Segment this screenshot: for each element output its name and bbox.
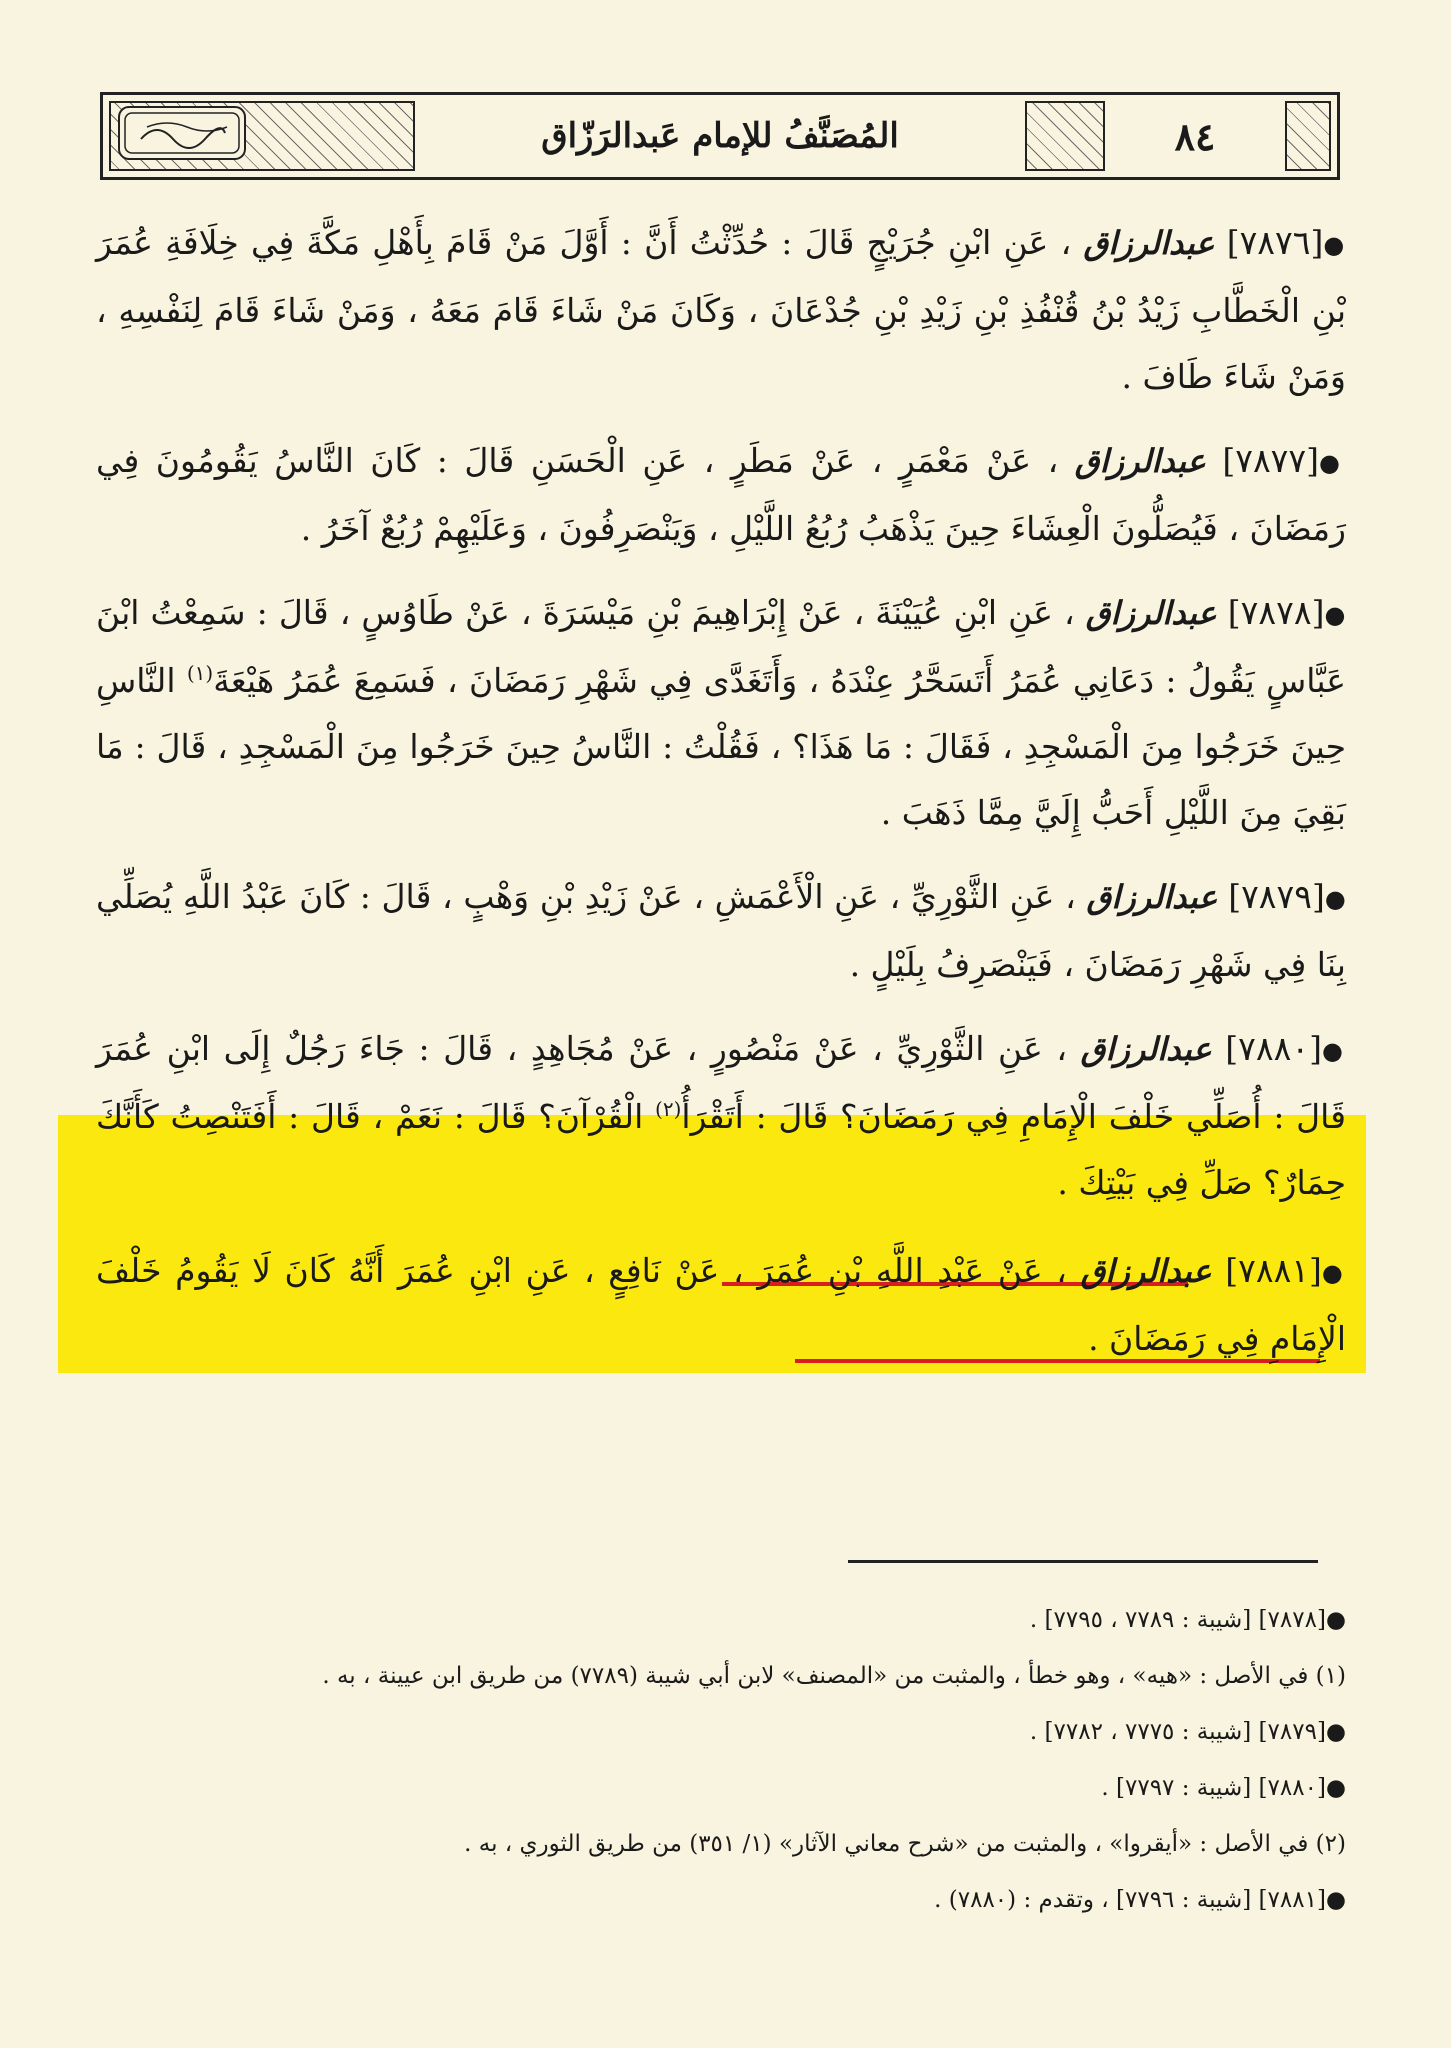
hadith-text-cont: النَّاسِ حِينَ خَرَجُوا مِنَ الْمَسْجِدِ ، فَقَالَ : مَا هَذَا؟ ، فَقُلْتُ : النَّاسُ حِينَ خَرَجُوا مِنَ الْمَسْجِدِ ، قَالَ : مَا بَقِيَ مِنَ اللَّيْلِ أَحَبُّ إِلَيَّ مِمَّا ذَهَبَ . [96,661,1346,832]
narrator-name: عبدالرزاق [1083,224,1215,262]
main-text [96,210,1346,1390]
hadith-text: ، عَنِ ابْنِ عُيَيْنَةَ ، عَنْ إِبْرَاهِيمَ بْنِ مَيْسَرَةَ ، عَنْ طَاوُسٍ ، قَالَ : سَمِعْتُ ابْنَ عَبَّاسٍ يَقُولُ : دَعَانِي عُمَرُ أَتَسَحَّرُ عِنْدَهُ ، وَأَتَغَدَّى فِي شَهْرِ رَمَضَانَ ، فَسَمِعَ عُمَرُ هَيْعَةَ [96,593,1346,700]
header-title-box [413,101,1027,171]
narrator-name: عبدالرزاق [1080,1252,1212,1290]
hadith-number: [٧٨٧٦] [1226,223,1324,262]
hadith-text-cont: الْقُرْآنَ؟ قَالَ : نَعَمْ ، قَالَ : أَفَتَنْصِتُ كَأَنَّكَ حِمَارٌ؟ صَلِّ فِي بَيْتِكَ . [96,1097,1346,1202]
footnotes [96,1592,1346,1928]
bullet-icon: ● [1321,1259,1346,1287]
page-number-box [1103,101,1287,171]
bullet-icon: ● [1319,449,1346,477]
hadith-text: ، عَنْ عَبْدِ اللَّهِ بْنِ عُمَرَ ، عَنْ نَافِعٍ ، عَنِ ابْنِ عُمَرَ أَنَّهُ كَانَ لَا يَقُومُ خَلْفَ الْإِمَامِ فِي رَمَضَانَ . [96,1251,1346,1358]
hadith-number: [٧٨٨١] [1225,1251,1322,1290]
page-number: ٨٤ [1174,113,1216,159]
bullet-icon: ● [1324,601,1346,629]
hadith-number: [٧٨٧٩] [1228,877,1325,916]
hadith-text: ، عَنِ الثَّوْرِيِّ ، عَنِ الْأَعْمَشِ ، عَنْ زَيْدِ بْنِ وَهْبٍ ، قَالَ : كَانَ عَبْدُ اللَّهِ يُصَلِّي بِنَا فِي شَهْرِ رَمَضَانَ ، فَيَنْصَرِفُ بِلَيْلٍ . [96,877,1346,984]
bullet-icon: ● [1321,1037,1346,1065]
hadith-7881 [96,1238,1346,1372]
bullet-icon: ● [1323,231,1346,259]
narrator-name: عبدالرزاق [1074,442,1206,480]
bullet-icon: ● [1324,885,1346,913]
footnote-separator [848,1560,1318,1563]
hadith-7878 [96,580,1346,846]
narrator-name: عبدالرزاق [1080,1030,1212,1068]
page-header [100,92,1340,180]
footnote-line: ●[٧٨٧٨] [شيبة : ٧٧٨٩ ، ٧٧٩٥] . [1029,1607,1346,1633]
title-seal-icon [117,105,247,161]
hadith-text: ، عَنِ الثَّوْرِيِّ ، عَنْ مَنْصُورٍ ، عَنْ مُجَاهِدٍ ، قَالَ : جَاءَ رَجُلٌ إِلَى ابْنِ عُمَرَ قَالَ : أُصَلِّي خَلْفَ الْإِمَامِ فِي رَمَضَانَ؟ قَالَ : أَتَقْرَأُ [96,1029,1346,1136]
hadith-7879 [96,864,1346,998]
narrator-name: عبدالرزاق [1085,594,1217,632]
hadith-text: ، عَنِ ابْنِ جُرَيْجٍ قَالَ : حُدِّثْتُ أَنَّ : أَوَّلَ مَنْ قَامَ بِأَهْلِ مَكَّةَ فِي خِلَافَةِ عُمَرَ بْنِ الْخَطَّابِ زَيْدُ بْنُ قُنْفُذِ بْنِ زَيْدِ بْنِ جُدْعَانَ ، وَكَانَ مَنْ شَاءَ قَامَ مَعَهُ ، وَمَنْ شَاءَ قَامَ لِنَفْسِهِ ، وَمَنْ شَاءَ طَافَ . [96,223,1346,396]
footnote-line: (٢) في الأصل : «أيقروا» ، والمثبت من «شرح معاني الآثار» (١/ ٣٥١) من طريق الثوري ، به . [464,1831,1346,1857]
footnote-ref[interactable]: (٢) [655,1097,682,1121]
hadith-number: [٧٨٧٨] [1227,593,1325,632]
hadith-number: [٧٨٧٧] [1222,441,1319,480]
footnote-ref[interactable]: (١) [186,661,214,685]
book-title: المُصَنَّفُ للإمام عَبدالرَزّاق [541,116,899,156]
footnote-line: (١) في الأصل : «هيه» ، وهو خطأ ، والمثبت من «المصنف» لابن أبي شيبة (٧٧٨٩) من طريق ابن عيينة ، به . [322,1663,1346,1689]
footnote-line: ●[٧٨٨٠] [شيبة : ٧٧٩٧] . [1101,1775,1346,1801]
hadith-number: [٧٨٨٠] [1225,1029,1322,1068]
hadith-text: ، عَنْ مَعْمَرٍ ، عَنْ مَطَرٍ ، عَنِ الْحَسَنِ قَالَ : كَانَ النَّاسُ يَقُومُونَ فِي رَمَضَانَ ، فَيُصَلُّونَ الْعِشَاءَ حِينَ يَذْهَبُ رُبُعُ اللَّيْلِ ، وَيَنْصَرِفُونَ ، وَعَلَيْهِمْ رُبُعٌ آخَرُ . [96,441,1346,548]
footnote-line: ●[٧٨٨١] [شيبة : ٧٧٩٦] ، وتقدم : (٧٨٨٠) . [934,1887,1346,1913]
footnote-line: ●[٧٨٧٩] [شيبة : ٧٧٧٥ ، ٧٧٨٢] . [1029,1719,1346,1745]
hadith-7877 [96,428,1346,562]
narrator-name: عبدالرزاق [1086,878,1218,916]
hadith-7876 [96,210,1346,410]
hadith-7880 [96,1016,1346,1216]
